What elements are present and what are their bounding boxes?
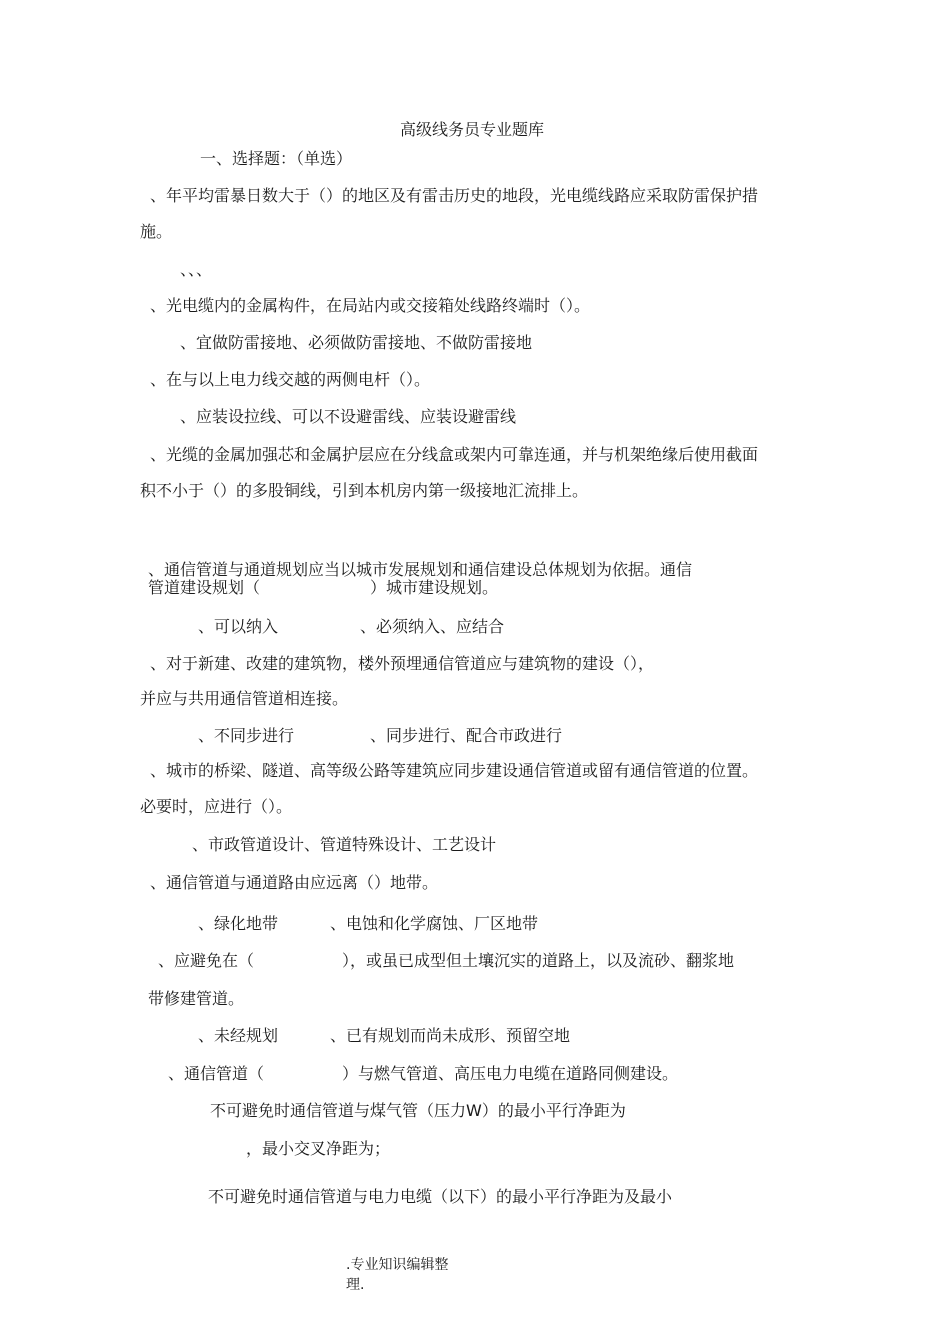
text-line: 带修建管道。	[148, 989, 245, 1008]
text-line: 、应避免在（	[158, 951, 255, 970]
text-line: ）城市建设规划。	[370, 578, 499, 597]
option-text: 、必须纳入、应结合	[360, 617, 505, 636]
text-line: 、宜做防雷接地、必须做防雷接地、不做防雷接地	[180, 333, 533, 352]
text-line: 、光缆的金属加强芯和金属护层应在分线盒或架内可靠连通，并与机架绝缘后使用截面	[150, 445, 759, 464]
option-text: 、已有规划而尚未成形、预留空地	[330, 1026, 571, 1045]
text-line: 积不小于（）的多股铜线，引到本机房内第一级接地汇流排上。	[140, 481, 589, 500]
option-text: 、不同步进行	[198, 726, 295, 745]
text-line: 、城市的桥梁、隧道、高等级公路等建筑应同步建设通信管道或留有通信管道的位置。	[150, 761, 759, 780]
text-line: 不可避免时通信管道与电力电缆（以下）的最小平行净距为及最小	[208, 1187, 673, 1206]
option-text: 、绿化地带	[198, 914, 279, 933]
option-text: 、未经规划	[198, 1026, 279, 1045]
text-line: 必要时，应进行（）。	[140, 797, 293, 816]
page-title: 高级线务员专业题库	[400, 120, 545, 139]
text-line: 、通信管道与通道路由应远离（）地带。	[150, 873, 439, 892]
text-line: 、通信管道与通道规划应当以城市发展规划和通信建设总体规划为依据。通信	[148, 560, 693, 579]
text-line: ），或虽已成型但土壤沉实的道路上，以及流砂、翻浆地	[342, 951, 735, 970]
page-footer: 理.	[346, 1277, 365, 1293]
text-line: 、通信管道（	[168, 1064, 265, 1083]
page-footer: .专业知识编辑整	[346, 1257, 449, 1273]
text-line: 、年平均雷暴日数大于（）的地区及有雷击历史的地段，光电缆线路应采取防雷保护措	[150, 186, 759, 205]
text-line: 并应与共用通信管道相连接。	[140, 689, 349, 708]
text-line: ，最小交叉净距为；	[246, 1139, 391, 1158]
text-line: 不可避免时通信管道与煤气管（压力W）的最小平行净距为	[210, 1101, 626, 1120]
option-text: 、市政管道设计、管道特殊设计、工艺设计	[192, 835, 497, 854]
text-line: 、对于新建、改建的建筑物，楼外预埋通信管道应与建筑物的建设（），	[150, 654, 655, 673]
text-line: 、光电缆内的金属构件，在局站内或交接箱处线路终端时（）。	[150, 296, 591, 315]
text-line: 、应装设拉线、可以不设避雷线、应装设避雷线	[180, 407, 517, 426]
option-text: 、同步进行、配合市政进行	[370, 726, 563, 745]
text-line: 、在与以上电力线交越的两侧电杆（）。	[150, 370, 431, 389]
option-text: 、可以纳入	[198, 617, 279, 636]
text-line: ）与燃气管道、高压电力电缆在道路同侧建设。	[342, 1064, 679, 1083]
text-line: 、、、	[180, 260, 213, 279]
text-line: 施。	[140, 222, 173, 241]
text-line: 管道建设规划（	[148, 578, 261, 597]
option-text: 、电蚀和化学腐蚀、厂区地带	[330, 914, 539, 933]
section-heading: 一、选择题：（单选）	[200, 149, 353, 168]
